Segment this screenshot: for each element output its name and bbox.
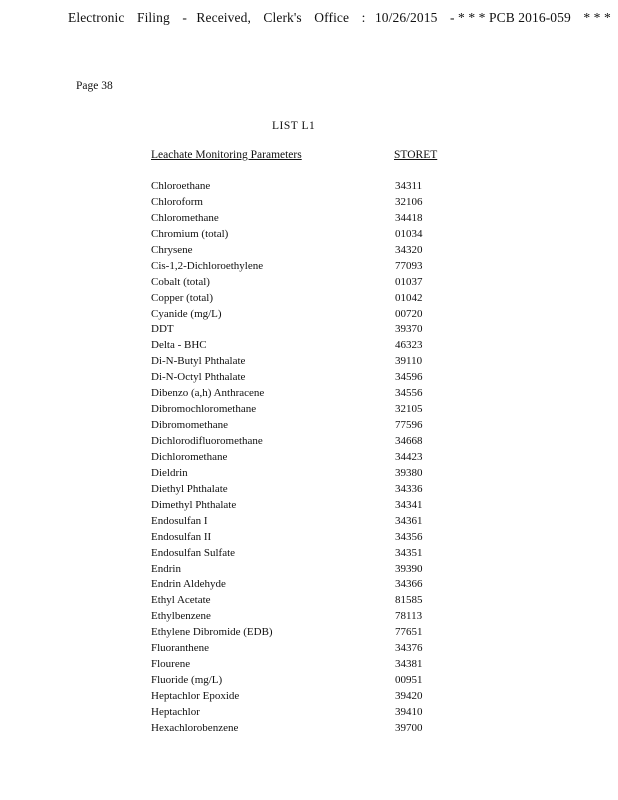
list-title: LIST L1 xyxy=(272,120,316,132)
parameter-name: Dibenzo (a,h) Anthracene xyxy=(151,387,265,400)
table-row xyxy=(151,609,471,625)
parameter-name: Endrin xyxy=(151,562,181,575)
parameter-name: Dimethyl Phthalate xyxy=(151,498,237,511)
storet-code: 32106 xyxy=(395,195,423,208)
storet-code: 34356 xyxy=(395,530,423,543)
table-row xyxy=(151,259,471,275)
parameter-name: Delta - BHC xyxy=(151,339,207,352)
storet-code: 39380 xyxy=(395,466,423,479)
filing-header-case: - * * * PCB 2016-059 xyxy=(449,10,571,25)
storet-code: 39420 xyxy=(395,690,423,702)
parameter-name: Ethylene Dibromide (EDB) xyxy=(151,626,273,639)
parameter-name: Endosulfan Sulfate xyxy=(151,546,236,559)
parameter-name: Chloroethane xyxy=(151,180,211,192)
filing-header-part: Filing xyxy=(136,10,170,25)
parameter-name: Flourene xyxy=(151,658,191,671)
parameter-name: Ethyl Acetate xyxy=(151,594,211,607)
parameter-name: Di-N-Octyl Phthalate xyxy=(151,371,246,384)
table-row xyxy=(151,562,471,578)
table-row xyxy=(151,657,471,673)
filing-header xyxy=(68,10,618,26)
storet-code: 00951 xyxy=(395,674,423,687)
storet-code: 34341 xyxy=(395,498,423,511)
storet-code: 34423 xyxy=(395,450,423,463)
storet-code: 00720 xyxy=(395,307,423,320)
table-row xyxy=(151,625,471,641)
storet-code: 39410 xyxy=(395,705,423,718)
parameter-name: Copper (total) xyxy=(151,291,214,304)
filing-header-part: : xyxy=(361,10,366,25)
storet-code: 77596 xyxy=(395,419,423,432)
storet-code: 34366 xyxy=(395,578,423,591)
storet-code: 34320 xyxy=(395,243,423,256)
table-row xyxy=(151,307,471,323)
storet-code: 39370 xyxy=(395,323,423,336)
parameter-name: Chrysene xyxy=(151,243,193,256)
parameter-name: Dichloromethane xyxy=(151,450,228,463)
table-row xyxy=(151,530,471,546)
parameter-name: Cis-1,2-Dichloroethylene xyxy=(151,259,264,272)
table-row xyxy=(151,386,471,402)
table-row xyxy=(151,195,471,211)
table-row xyxy=(151,354,471,370)
storet-code: 46323 xyxy=(395,339,423,352)
table-row xyxy=(151,673,471,689)
storet-code: 01042 xyxy=(395,291,423,304)
filing-header-date: 10/26/2015 xyxy=(374,10,438,25)
storet-code: 01037 xyxy=(395,275,423,288)
table-row xyxy=(151,211,471,227)
filing-header-part: Office xyxy=(314,10,350,25)
parameter-name: Heptachlor Epoxide xyxy=(151,690,240,702)
parameter-list xyxy=(151,179,471,737)
storet-code: 34381 xyxy=(395,658,423,671)
table-row xyxy=(151,291,471,307)
table-row xyxy=(151,514,471,530)
table-row xyxy=(151,466,471,482)
storet-code: 77651 xyxy=(395,626,423,639)
table-row xyxy=(151,546,471,562)
storet-code: 39390 xyxy=(395,562,423,575)
table-row xyxy=(151,577,471,593)
storet-code: 34596 xyxy=(395,371,423,384)
table-row xyxy=(151,370,471,386)
parameter-name: Dibromochloromethane xyxy=(151,403,257,416)
storet-code: 34361 xyxy=(395,514,423,527)
parameter-name: Dichlorodifluoromethane xyxy=(151,435,263,447)
parameter-name: Di-N-Butyl Phthalate xyxy=(151,355,246,368)
storet-code: 39700 xyxy=(395,721,423,734)
table-row xyxy=(151,179,471,195)
table-row xyxy=(151,338,471,354)
storet-code: 34556 xyxy=(395,387,423,400)
parameter-name: Chloromethane xyxy=(151,211,219,224)
parameter-name: Heptachlor xyxy=(151,705,200,718)
table-row xyxy=(151,322,471,338)
parameter-name: Hexachlorobenzene xyxy=(151,721,239,734)
table-row xyxy=(151,275,471,291)
column-header-storet: STORET xyxy=(394,149,438,161)
storet-code: 39110 xyxy=(395,355,423,368)
table-row xyxy=(151,593,471,609)
column-header-parameters: Leachate Monitoring Parameters xyxy=(151,149,302,161)
filing-header-part: * * * xyxy=(583,10,611,25)
parameter-name: Endosulfan II xyxy=(151,530,212,543)
parameter-name: Diethyl Phthalate xyxy=(151,482,228,495)
filing-header-part: Received, xyxy=(196,10,251,25)
table-row xyxy=(151,498,471,514)
parameter-name: Fluoride (mg/L) xyxy=(151,674,223,687)
table-row xyxy=(151,243,471,259)
table-row xyxy=(151,721,471,737)
table-row xyxy=(151,402,471,418)
table-row xyxy=(151,705,471,721)
storet-code: 32105 xyxy=(395,403,423,416)
parameter-name: Cyanide (mg/L) xyxy=(151,307,222,320)
parameter-name: Chloroform xyxy=(151,195,203,208)
table-row xyxy=(151,418,471,434)
parameter-name: Chromium (total) xyxy=(151,227,229,240)
page-number: Page 38 xyxy=(76,80,113,92)
parameter-name: Endrin Aldehyde xyxy=(151,578,226,591)
parameter-name: Dieldrin xyxy=(151,466,188,479)
filing-header-part: - xyxy=(182,10,187,25)
parameter-name: DDT xyxy=(151,323,174,336)
table-row xyxy=(151,689,471,705)
table-row xyxy=(151,450,471,466)
storet-code: 34668 xyxy=(395,435,423,447)
filing-header-part: Electronic xyxy=(68,10,125,25)
storet-code: 34376 xyxy=(395,642,423,655)
parameter-name: Endosulfan I xyxy=(151,514,208,527)
storet-code: 34351 xyxy=(395,546,423,559)
filing-header-part: Clerk's xyxy=(263,10,302,25)
parameter-name: Ethylbenzene xyxy=(151,610,211,623)
table-row xyxy=(151,227,471,243)
storet-code: 01034 xyxy=(395,227,423,240)
storet-code: 34336 xyxy=(395,482,423,495)
storet-code: 77093 xyxy=(395,259,423,272)
parameter-name: Fluoranthene xyxy=(151,642,210,655)
storet-code: 34311 xyxy=(395,180,423,192)
parameter-name: Cobalt (total) xyxy=(151,275,210,288)
storet-code: 78113 xyxy=(395,610,423,623)
table-row xyxy=(151,641,471,657)
table-row xyxy=(151,482,471,498)
storet-code: 81585 xyxy=(395,594,423,607)
parameter-name: Dibromomethane xyxy=(151,419,228,432)
storet-code: 34418 xyxy=(395,211,423,224)
table-row xyxy=(151,434,471,450)
